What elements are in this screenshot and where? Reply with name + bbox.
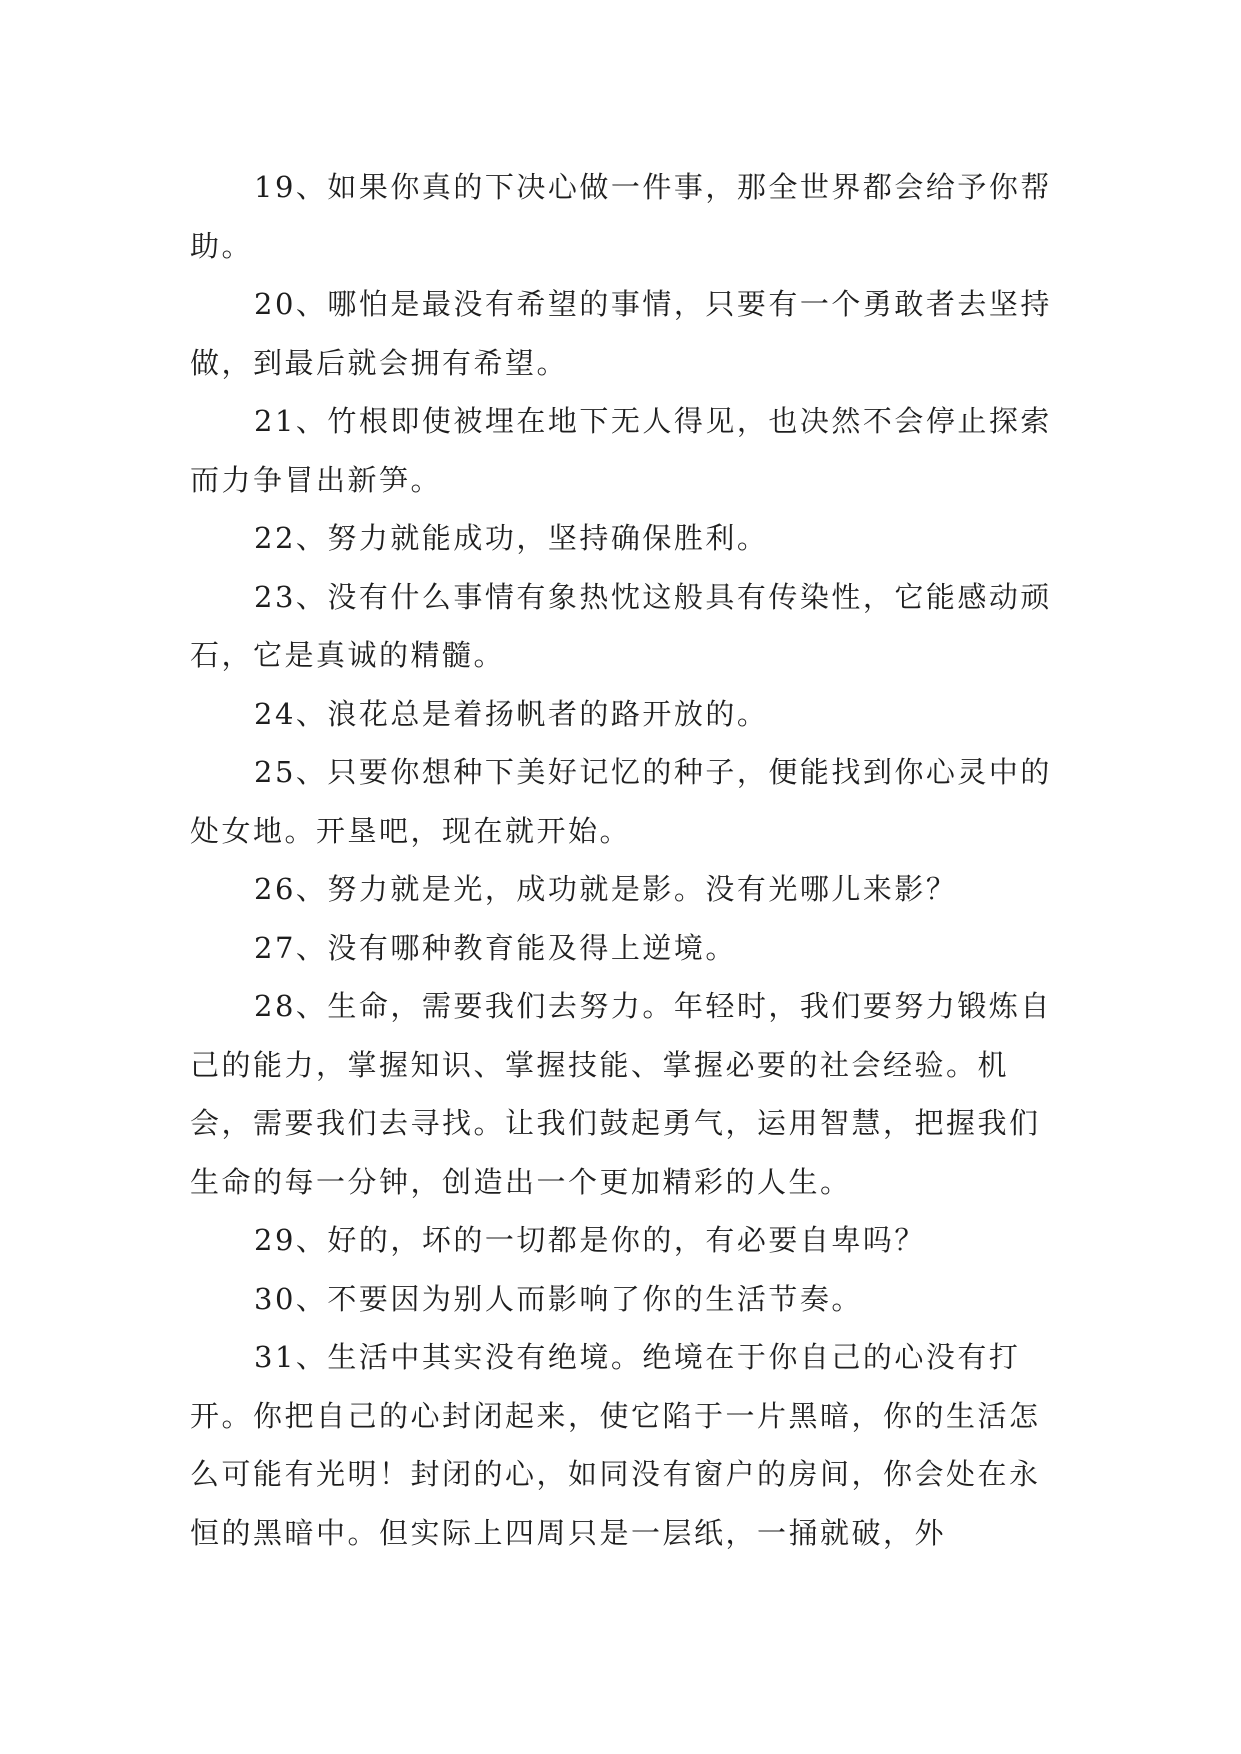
paragraph-26: 26、努力就是光，成功就是影。没有光哪儿来影？ [254, 872, 958, 906]
paragraph-24: 24、浪花总是着扬帆者的路开放的。 [254, 696, 769, 731]
paragraph-31: 31、生活中其实没有绝境。绝境在于你自己的心没有打开。你把自己的心封闭起来，使它陷于一片黑暗，你的生活怎么可能有光明！封闭的心，如同没有窗户的房间，你会处在永恒的黑暗中。但实际上四周只是一层纸，一捅就破，外 [190, 1340, 1041, 1550]
paragraph-22: 22、努力就能成功，坚持确保胜利。 [254, 521, 769, 555]
paragraph-21: 21、竹根即使被埋在地下无人得见，也决然不会停止探索而力争冒出新笋。 [190, 404, 1052, 497]
paragraph-20: 20、哪怕是最没有希望的事情，只要有一个勇敢者去坚持做，到最后就会拥有希望。 [190, 287, 1052, 380]
paragraph-23: 23、没有什么事情有象热忱这般具有传染性，它能感动顽石，它是真诚的精髓。 [190, 579, 1052, 672]
paragraph-28: 28、生命，需要我们去努力。年轻时，我们要努力锻炼自己的能力，掌握知识、掌握技能、掌握必要的社会经验。机会，需要我们去寻找。让我们鼓起勇气，运用智慧，把握我们生命的每一分钟，创造出一个更加精彩的人生。 [190, 989, 1052, 1199]
paragraph-29: 29、好的，坏的一切都是你的，有必要自卑吗？ [254, 1223, 926, 1257]
paragraph-19: 19、如果你真的下决心做一件事，那全世界都会给予你帮助。 [190, 170, 1052, 263]
paragraph-25: 25、只要你想种下美好记忆的种子，便能找到你心灵中的处女地。开垦吧，现在就开始。 [190, 755, 1052, 848]
document-body [190, 158, 1070, 1562]
paragraph-30: 30、不要因为别人而影响了你的生活节奏。 [254, 1281, 863, 1316]
paragraph-27: 27、没有哪种教育能及得上逆境。 [254, 930, 737, 965]
